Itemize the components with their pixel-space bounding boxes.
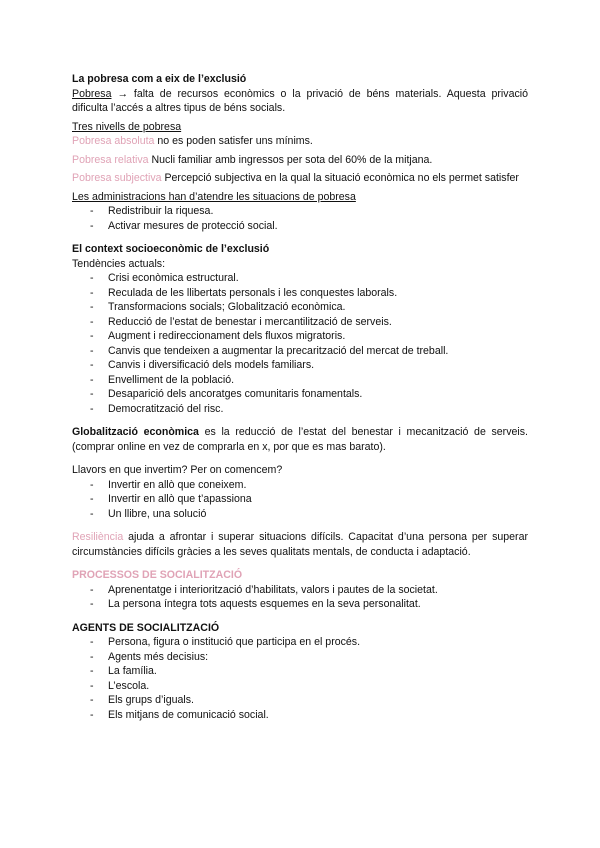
resiliencia-text: ajuda a afrontar i superar situacions difícils. Capacitat d’una persona per superar circumstàncies difícils gràcies a les seves qualitats mentals, de conducta i adaptació. bbox=[72, 531, 528, 558]
list-item: - Persona, figura o institució que participa en el procés. bbox=[72, 635, 528, 650]
agents-heading: AGENTS DE SOCIALITZACIÓ bbox=[72, 621, 220, 634]
invertir-list bbox=[72, 478, 528, 522]
nivell-subjectiva-term: Pobresa subjectiva bbox=[72, 172, 162, 184]
globalitzacio-text: es la reducció de l’estat del benestar i mecanització de serveis. (comprar online en vez de comprarla en x, por que es mas barato). bbox=[72, 426, 528, 453]
nivell-subjectiva-text: Percepció subjectiva en la qual la situació econòmica no els permet satisfer bbox=[161, 172, 519, 184]
nivell-absoluta bbox=[72, 134, 528, 149]
list-item: - La família. bbox=[72, 664, 528, 679]
nivell-absoluta-term: Pobresa absoluta bbox=[72, 135, 155, 147]
resiliencia-term: Resiliència bbox=[72, 531, 124, 543]
list-item: - Els grups d’iguals. bbox=[72, 693, 528, 708]
nivell-relativa bbox=[72, 153, 528, 168]
invertir-question: Llavors en que invertim? Per on comencem? bbox=[72, 464, 283, 476]
pobresa-term: Pobresa bbox=[72, 87, 112, 100]
resiliencia-paragraph bbox=[72, 530, 528, 559]
list-item: - Crisi econòmica estructural. bbox=[72, 271, 528, 286]
list-item: - Envelliment de la població. bbox=[72, 373, 528, 388]
globalitzacio-paragraph bbox=[72, 425, 528, 454]
pobresa-definition bbox=[72, 87, 528, 116]
list-item: - Augment i redireccionament dels fluxos migratoris. bbox=[72, 329, 528, 344]
agents-list bbox=[72, 635, 528, 722]
list-item: - Invertir en allò que t’apassiona bbox=[72, 492, 528, 507]
pobresa-text: → falta de recursos econòmics o la privació de béns materials. Aquesta privació dificulta l’accés a altres tipus de béns socials. bbox=[72, 87, 528, 114]
administracions-heading: Les administracions han d’atendre les situacions de pobresa bbox=[72, 190, 356, 203]
list-item: - Els mitjans de comunicació social. bbox=[72, 708, 528, 723]
document-page bbox=[72, 72, 528, 722]
list-item: - Reducció de l’estat de benestar i mercantilització de serveis. bbox=[72, 315, 528, 330]
list-item: - Un llibre, una solució bbox=[72, 507, 528, 522]
context-list bbox=[72, 271, 528, 416]
list-item: - L’escola. bbox=[72, 679, 528, 694]
list-item: - Canvis i diversificació dels models familiars. bbox=[72, 358, 528, 373]
nivell-relativa-term: Pobresa relativa bbox=[72, 153, 149, 166]
list-item: - Invertir en allò que coneixem. bbox=[72, 478, 528, 493]
list-item: - Transformacions socials; Globalització econòmica. bbox=[72, 300, 528, 315]
nivells-heading: Tres nivells de pobresa bbox=[72, 120, 182, 133]
nivell-relativa-text: Nucli familiar amb ingressos per sota del 60% de la mitjana. bbox=[148, 153, 433, 166]
nivell-subjectiva bbox=[72, 171, 528, 186]
list-item: - Aprenentatge i interiorització d’habilitats, valors i pautes de la societat. bbox=[72, 583, 528, 598]
processos-list bbox=[72, 583, 528, 612]
context-heading: El context socioeconòmic de l’exclusió bbox=[72, 243, 270, 255]
processos-heading: PROCESSOS DE SOCIALITZACIÓ bbox=[72, 569, 243, 581]
list-item: - La persona íntegra tots aquests esquemes en la seva personalitat. bbox=[72, 597, 528, 612]
nivell-absoluta-text: no es poden satisfer uns mínims. bbox=[154, 135, 313, 147]
page-title: La pobresa com a eix de l’exclusió bbox=[72, 73, 247, 85]
context-intro: Tendències actuals: bbox=[72, 257, 166, 270]
list-item: - Democratització del risc. bbox=[72, 402, 528, 417]
list-item: - Desaparició dels ancoratges comunitaris fonamentals. bbox=[72, 387, 528, 402]
administracions-list bbox=[72, 204, 528, 233]
list-item: - Activar mesures de protecció social. bbox=[72, 219, 528, 234]
list-item: - Reculada de les llibertats personals i les conquestes laborals. bbox=[72, 286, 528, 301]
list-item: - Canvis que tendeixen a augmentar la precarització del mercat de treball. bbox=[72, 344, 528, 359]
list-item: - Agents més decisius: bbox=[72, 650, 528, 665]
list-item: - Redistribuir la riquesa. bbox=[72, 204, 528, 219]
globalitzacio-term: Globalització econòmica bbox=[72, 426, 199, 438]
